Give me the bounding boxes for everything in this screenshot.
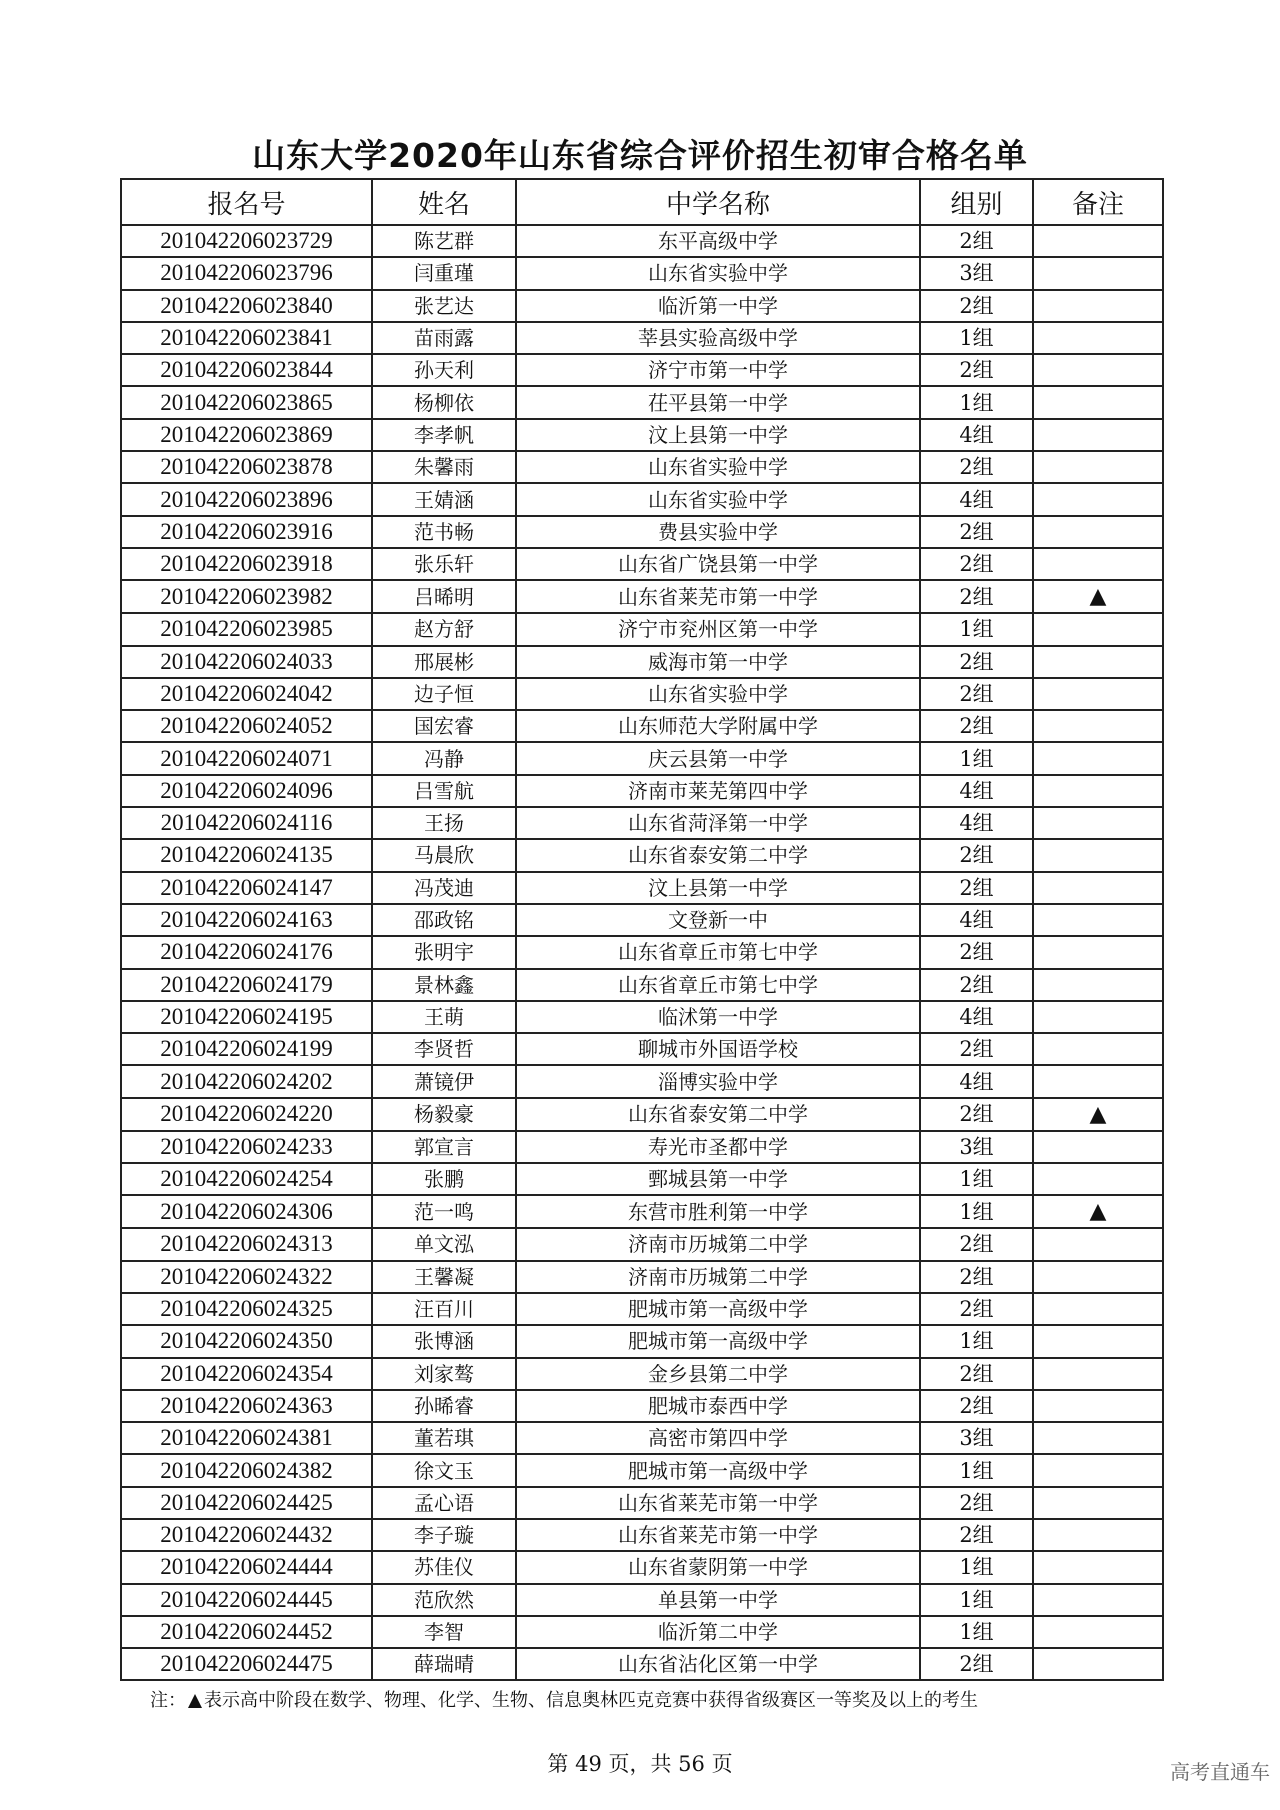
school-cell: 汶上县第一中学 [516, 419, 920, 451]
registration-number-cell: 201042206024233 [121, 1131, 372, 1163]
table-row [121, 1033, 1163, 1065]
school-cell: 山东省广饶县第一中学 [516, 548, 920, 580]
table-row [121, 646, 1163, 678]
name-cell: 杨柳依 [372, 386, 516, 418]
name-cell: 杨毅豪 [372, 1098, 516, 1131]
table-row [121, 1358, 1163, 1390]
group-cell: 1组 [920, 613, 1033, 645]
remark-cell [1033, 1098, 1163, 1131]
footnote-text: 表示高中阶段在数学、物理、化学、生物、信息奥林匹克竞赛中获得省级赛区一等奖及以上的考生 [204, 1690, 978, 1711]
school-cell: 文登新一中 [516, 904, 920, 936]
footnote-prefix: 注： [150, 1690, 186, 1711]
group-cell: 2组 [920, 516, 1033, 548]
group-cell: 4组 [920, 807, 1033, 839]
name-cell: 张鹏 [372, 1163, 516, 1195]
group-cell: 1组 [920, 1584, 1033, 1616]
group-cell: 1组 [920, 1163, 1033, 1195]
remark-cell [1033, 1454, 1163, 1486]
school-cell: 庆云县第一中学 [516, 742, 920, 774]
table-row [121, 1616, 1163, 1648]
school-cell: 山东省莱芜市第一中学 [516, 1519, 920, 1551]
group-cell: 4组 [920, 483, 1033, 515]
school-cell: 山东省菏泽第一中学 [516, 807, 920, 839]
school-cell: 济南市历城第二中学 [516, 1261, 920, 1293]
remark-cell [1033, 742, 1163, 774]
registration-number-cell: 201042206024381 [121, 1422, 372, 1454]
table-row [121, 483, 1163, 515]
table-row [121, 386, 1163, 418]
group-cell: 2组 [920, 1519, 1033, 1551]
registration-number-cell: 201042206024363 [121, 1390, 372, 1422]
registration-number-cell: 201042206023918 [121, 548, 372, 580]
name-cell: 李智 [372, 1616, 516, 1648]
remark-cell [1033, 1422, 1163, 1454]
award-marker: ▲ [1089, 1199, 1107, 1225]
registration-number-cell: 201042206024163 [121, 904, 372, 936]
registration-number-cell: 201042206024306 [121, 1195, 372, 1228]
group-cell: 2组 [920, 580, 1033, 613]
remark-cell [1033, 1228, 1163, 1260]
school-cell: 济宁市兖州区第一中学 [516, 613, 920, 645]
remark-cell [1033, 1033, 1163, 1065]
remark-cell [1033, 257, 1163, 289]
registration-number-cell: 201042206023896 [121, 483, 372, 515]
group-cell: 2组 [920, 1033, 1033, 1065]
group-cell: 3组 [920, 257, 1033, 289]
registration-number-cell: 201042206023840 [121, 290, 372, 322]
table-row [121, 548, 1163, 580]
registration-number-cell: 201042206024325 [121, 1293, 372, 1325]
table-row [121, 1131, 1163, 1163]
school-cell: 费县实验中学 [516, 516, 920, 548]
name-cell: 马晨欣 [372, 839, 516, 871]
name-cell: 范一鸣 [372, 1195, 516, 1228]
name-cell: 董若琪 [372, 1422, 516, 1454]
document-title: 山东大学2020年山东省综合评价招生初审合格名单 [252, 136, 1028, 175]
remark-cell [1033, 1163, 1163, 1195]
remark-cell [1033, 904, 1163, 936]
registration-number-cell: 201042206023844 [121, 354, 372, 386]
group-cell: 4组 [920, 775, 1033, 807]
name-cell: 李孝帆 [372, 419, 516, 451]
remark-cell [1033, 807, 1163, 839]
name-cell: 吕晞明 [372, 580, 516, 613]
remark-cell [1033, 290, 1163, 322]
name-cell: 萧镜伊 [372, 1065, 516, 1097]
group-cell: 2组 [920, 225, 1033, 257]
group-cell: 2组 [920, 451, 1033, 483]
group-cell: 2组 [920, 710, 1033, 742]
remark-cell [1033, 775, 1163, 807]
remark-cell [1033, 419, 1163, 451]
table-row [121, 1293, 1163, 1325]
name-cell: 冯静 [372, 742, 516, 774]
group-cell: 2组 [920, 290, 1033, 322]
group-cell: 2组 [920, 1293, 1033, 1325]
school-cell: 山东省泰安第二中学 [516, 839, 920, 871]
watermark: 高考直通车 [1170, 1760, 1270, 1784]
name-cell: 苗雨露 [372, 322, 516, 354]
school-cell: 山东省莱芜市第一中学 [516, 580, 920, 613]
group-cell: 1组 [920, 1325, 1033, 1357]
remark-cell [1033, 839, 1163, 871]
registration-number-cell: 201042206023729 [121, 225, 372, 257]
name-cell: 邢展彬 [372, 646, 516, 678]
school-cell: 淄博实验中学 [516, 1065, 920, 1097]
remark-cell [1033, 1001, 1163, 1033]
table-row [121, 1584, 1163, 1616]
school-cell: 山东省章丘市第七中学 [516, 936, 920, 968]
name-cell: 国宏睿 [372, 710, 516, 742]
group-cell: 1组 [920, 1454, 1033, 1486]
table-row [121, 1390, 1163, 1422]
table-row [121, 1228, 1163, 1260]
registration-number-cell: 201042206024116 [121, 807, 372, 839]
name-cell: 边子恒 [372, 678, 516, 710]
registration-number-cell: 201042206024096 [121, 775, 372, 807]
school-cell: 东平高级中学 [516, 225, 920, 257]
remark-cell [1033, 1195, 1163, 1228]
table-row [121, 710, 1163, 742]
table-row [121, 613, 1163, 645]
group-cell: 2组 [920, 1648, 1033, 1680]
school-cell: 威海市第一中学 [516, 646, 920, 678]
remark-cell [1033, 1519, 1163, 1551]
table-row [121, 742, 1163, 774]
header-group: 组别 [920, 179, 1033, 225]
table-row [121, 354, 1163, 386]
registration-number-cell: 201042206024195 [121, 1001, 372, 1033]
table-row [121, 839, 1163, 871]
registration-number-cell: 201042206024350 [121, 1325, 372, 1357]
school-cell: 山东师范大学附属中学 [516, 710, 920, 742]
registration-number-cell: 201042206024147 [121, 872, 372, 904]
school-cell: 茌平县第一中学 [516, 386, 920, 418]
name-cell: 陈艺群 [372, 225, 516, 257]
school-cell: 鄄城县第一中学 [516, 1163, 920, 1195]
group-cell: 2组 [920, 969, 1033, 1001]
header-name: 姓名 [372, 179, 516, 225]
table-row [121, 969, 1163, 1001]
registration-number-cell: 201042206024425 [121, 1487, 372, 1519]
school-cell: 聊城市外国语学校 [516, 1033, 920, 1065]
remark-cell [1033, 1131, 1163, 1163]
school-cell: 莘县实验高级中学 [516, 322, 920, 354]
table-row [121, 516, 1163, 548]
table-row [121, 1487, 1163, 1519]
remark-cell [1033, 969, 1163, 1001]
school-cell: 济南市历城第二中学 [516, 1228, 920, 1260]
registration-number-cell: 201042206023841 [121, 322, 372, 354]
group-cell: 2组 [920, 872, 1033, 904]
name-cell: 孙天利 [372, 354, 516, 386]
group-cell: 1组 [920, 1551, 1033, 1583]
name-cell: 单文泓 [372, 1228, 516, 1260]
group-cell: 3组 [920, 1131, 1033, 1163]
remark-cell [1033, 322, 1163, 354]
name-cell: 王萌 [372, 1001, 516, 1033]
group-cell: 2组 [920, 1487, 1033, 1519]
name-cell: 邵政铭 [372, 904, 516, 936]
name-cell: 郭宣言 [372, 1131, 516, 1163]
remark-cell [1033, 678, 1163, 710]
name-cell: 李贤哲 [372, 1033, 516, 1065]
school-cell: 金乡县第二中学 [516, 1358, 920, 1390]
registration-number-cell: 201042206023916 [121, 516, 372, 548]
group-cell: 3组 [920, 1422, 1033, 1454]
group-cell: 2组 [920, 936, 1033, 968]
school-cell: 山东省实验中学 [516, 451, 920, 483]
remark-cell [1033, 483, 1163, 515]
registration-number-cell: 201042206024254 [121, 1163, 372, 1195]
school-cell: 山东省泰安第二中学 [516, 1098, 920, 1131]
remark-cell [1033, 580, 1163, 613]
table-row [121, 451, 1163, 483]
remark-cell [1033, 936, 1163, 968]
registration-number-cell: 201042206024033 [121, 646, 372, 678]
registration-number-cell: 201042206024071 [121, 742, 372, 774]
table-row [121, 1195, 1163, 1228]
group-cell: 2组 [920, 646, 1033, 678]
name-cell: 景林鑫 [372, 969, 516, 1001]
header-registration-number: 报名号 [121, 179, 372, 225]
registration-number-cell: 201042206024179 [121, 969, 372, 1001]
remark-cell [1033, 516, 1163, 548]
registration-number-cell: 201042206024322 [121, 1261, 372, 1293]
triangle-icon [188, 1694, 202, 1708]
registration-number-cell: 201042206024444 [121, 1551, 372, 1583]
header-remark: 备注 [1033, 179, 1163, 225]
school-cell: 临沭第一中学 [516, 1001, 920, 1033]
name-cell: 孟心语 [372, 1487, 516, 1519]
registration-number-cell: 201042206024199 [121, 1033, 372, 1065]
page-number: 第 49 页，共 56 页 [547, 1752, 733, 1776]
group-cell: 4组 [920, 419, 1033, 451]
name-cell: 汪百川 [372, 1293, 516, 1325]
name-cell: 王婧涵 [372, 483, 516, 515]
group-cell: 2组 [920, 354, 1033, 386]
group-cell: 2组 [920, 1358, 1033, 1390]
remark-cell [1033, 872, 1163, 904]
registration-number-cell: 201042206024052 [121, 710, 372, 742]
registration-number-cell: 201042206023985 [121, 613, 372, 645]
award-marker: ▲ [1089, 1101, 1107, 1127]
name-cell: 刘家骜 [372, 1358, 516, 1390]
school-cell: 山东省沾化区第一中学 [516, 1648, 920, 1680]
remark-cell [1033, 1325, 1163, 1357]
table-row [121, 290, 1163, 322]
name-cell: 张艺达 [372, 290, 516, 322]
registration-number-cell: 201042206023982 [121, 580, 372, 613]
registration-number-cell: 201042206024445 [121, 1584, 372, 1616]
remark-cell [1033, 225, 1163, 257]
name-cell: 苏佳仪 [372, 1551, 516, 1583]
remark-cell [1033, 646, 1163, 678]
award-marker: ▲ [1089, 584, 1107, 610]
registration-number-cell: 201042206024313 [121, 1228, 372, 1260]
school-cell: 临沂第二中学 [516, 1616, 920, 1648]
school-cell: 东营市胜利第一中学 [516, 1195, 920, 1228]
remark-cell [1033, 1648, 1163, 1680]
group-cell: 2组 [920, 839, 1033, 871]
school-cell: 山东省章丘市第七中学 [516, 969, 920, 1001]
table-row [121, 1648, 1163, 1680]
registration-number-cell: 201042206024475 [121, 1648, 372, 1680]
group-cell: 1组 [920, 1195, 1033, 1228]
registration-number-cell: 201042206024202 [121, 1065, 372, 1097]
school-cell: 山东省实验中学 [516, 257, 920, 289]
school-cell: 临沂第一中学 [516, 290, 920, 322]
school-cell: 寿光市圣都中学 [516, 1131, 920, 1163]
group-cell: 2组 [920, 1228, 1033, 1260]
remark-cell [1033, 1487, 1163, 1519]
name-cell: 孙晞睿 [372, 1390, 516, 1422]
table-row [121, 580, 1163, 613]
name-cell: 薛瑞晴 [372, 1648, 516, 1680]
remark-cell [1033, 1551, 1163, 1583]
remark-cell [1033, 1261, 1163, 1293]
registration-number-cell: 201042206024452 [121, 1616, 372, 1648]
group-cell: 2组 [920, 678, 1033, 710]
group-cell: 4组 [920, 1001, 1033, 1033]
registration-number-cell: 201042206024176 [121, 936, 372, 968]
school-cell: 高密市第四中学 [516, 1422, 920, 1454]
table-row [121, 872, 1163, 904]
group-cell: 1组 [920, 322, 1033, 354]
name-cell: 范书畅 [372, 516, 516, 548]
school-cell: 山东省实验中学 [516, 483, 920, 515]
registration-number-cell: 201042206024354 [121, 1358, 372, 1390]
table-row [121, 936, 1163, 968]
name-cell: 李子璇 [372, 1519, 516, 1551]
table-row [121, 1098, 1163, 1131]
registration-number-cell: 201042206023869 [121, 419, 372, 451]
remark-cell [1033, 451, 1163, 483]
table-row [121, 775, 1163, 807]
registration-number-cell: 201042206024135 [121, 839, 372, 871]
remark-cell [1033, 613, 1163, 645]
table-header-row [121, 179, 1163, 225]
name-cell: 徐文玉 [372, 1454, 516, 1486]
group-cell: 4组 [920, 1065, 1033, 1097]
name-cell: 张明宇 [372, 936, 516, 968]
table-row [121, 904, 1163, 936]
table-row [121, 225, 1163, 257]
school-cell: 汶上县第一中学 [516, 872, 920, 904]
registration-number-cell: 201042206023865 [121, 386, 372, 418]
table-row [121, 1325, 1163, 1357]
group-cell: 1组 [920, 1616, 1033, 1648]
table-body [121, 225, 1163, 1680]
candidate-table [120, 178, 1164, 1681]
registration-number-cell: 201042206023878 [121, 451, 372, 483]
name-cell: 朱馨雨 [372, 451, 516, 483]
group-cell: 2组 [920, 1390, 1033, 1422]
group-cell: 1组 [920, 742, 1033, 774]
table-row [121, 1001, 1163, 1033]
name-cell: 张博涵 [372, 1325, 516, 1357]
table-row [121, 1454, 1163, 1486]
remark-cell [1033, 386, 1163, 418]
table-row [121, 1163, 1163, 1195]
table-row [121, 1422, 1163, 1454]
school-cell: 山东省实验中学 [516, 678, 920, 710]
school-cell: 肥城市第一高级中学 [516, 1325, 920, 1357]
header-school: 中学名称 [516, 179, 920, 225]
remark-cell [1033, 1584, 1163, 1616]
table-row [121, 257, 1163, 289]
name-cell: 赵方舒 [372, 613, 516, 645]
name-cell: 王扬 [372, 807, 516, 839]
registration-number-cell: 201042206024220 [121, 1098, 372, 1131]
table-row [121, 1261, 1163, 1293]
table-row [121, 678, 1163, 710]
group-cell: 4组 [920, 904, 1033, 936]
school-cell: 肥城市泰西中学 [516, 1390, 920, 1422]
group-cell: 1组 [920, 386, 1033, 418]
name-cell: 张乐轩 [372, 548, 516, 580]
registration-number-cell: 201042206024432 [121, 1519, 372, 1551]
name-cell: 冯茂迪 [372, 872, 516, 904]
school-cell: 山东省莱芜市第一中学 [516, 1487, 920, 1519]
footnote [150, 1686, 978, 1712]
school-cell: 单县第一中学 [516, 1584, 920, 1616]
table-row [121, 419, 1163, 451]
remark-cell [1033, 354, 1163, 386]
name-cell: 王馨凝 [372, 1261, 516, 1293]
registration-number-cell: 201042206024042 [121, 678, 372, 710]
remark-cell [1033, 1065, 1163, 1097]
remark-cell [1033, 1293, 1163, 1325]
group-cell: 2组 [920, 548, 1033, 580]
name-cell: 闫重瑾 [372, 257, 516, 289]
name-cell: 范欣然 [372, 1584, 516, 1616]
school-cell: 济宁市第一中学 [516, 354, 920, 386]
remark-cell [1033, 1616, 1163, 1648]
table-row [121, 1551, 1163, 1583]
remark-cell [1033, 710, 1163, 742]
school-cell: 济南市莱芜第四中学 [516, 775, 920, 807]
table-row [121, 807, 1163, 839]
table-row [121, 1065, 1163, 1097]
table-row [121, 322, 1163, 354]
school-cell: 山东省蒙阴第一中学 [516, 1551, 920, 1583]
registration-number-cell: 201042206023796 [121, 257, 372, 289]
remark-cell [1033, 1358, 1163, 1390]
school-cell: 肥城市第一高级中学 [516, 1454, 920, 1486]
group-cell: 2组 [920, 1261, 1033, 1293]
remark-cell [1033, 548, 1163, 580]
name-cell: 吕雪航 [372, 775, 516, 807]
registration-number-cell: 201042206024382 [121, 1454, 372, 1486]
remark-cell [1033, 1390, 1163, 1422]
table-row [121, 1519, 1163, 1551]
group-cell: 2组 [920, 1098, 1033, 1131]
school-cell: 肥城市第一高级中学 [516, 1293, 920, 1325]
